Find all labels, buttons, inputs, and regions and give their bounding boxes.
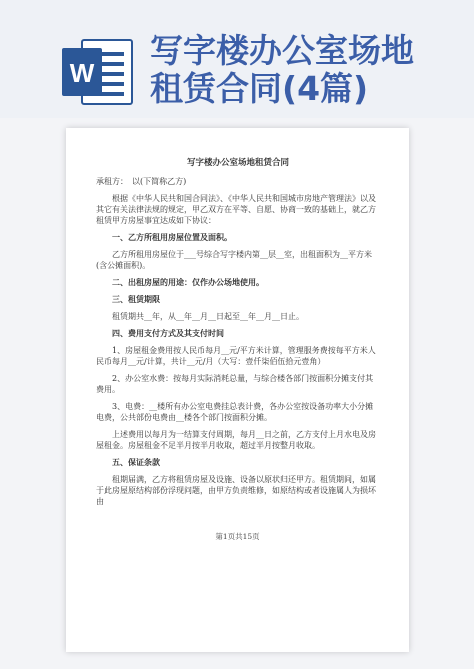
doc-heading: 一、乙方所租用房屋位置及面积。: [112, 232, 232, 242]
document-body: [96, 158, 380, 513]
doc-line: 上述费用以每月为一结算支付周期，每月__日之前，乙方支付上月水电及房屋租金。房屋租金不足半月按半月收取，超过半月按整月收取。: [96, 430, 376, 450]
doc-heading: 五、保证条款: [112, 457, 160, 467]
page-title-line-1: 写字楼办公室场地: [150, 31, 414, 70]
doc-line: 根据《中华人民共和国合同法》、《中华人民共和国城市房地产管理法》以及其它有关法律法规的规定，甲乙双方在平等、自愿、协商一致的基础上，就乙方租赁甲方房屋事宜达成如下协议：: [96, 194, 376, 225]
doc-line: 2、办公室水费：按每月实际消耗总量，与综合楼各部门按面积分摊支付其费用。: [96, 374, 374, 394]
page-number-footer: 第1页共15页: [215, 532, 260, 541]
doc-heading: 三、租赁期限: [112, 294, 160, 304]
doc-line: 租期届满，乙方将租赁房屋及设施、设备以原状归还甲方。租赁期间，如属于此房屋原结构部份浮现问题，由甲方负责维修，如原结构或者设施属人为损坏由: [96, 475, 376, 506]
doc-line: 承租方： 以(下简称乙方): [96, 177, 187, 186]
document-title: 写字楼办公室场地租赁合同: [186, 158, 289, 168]
doc-line: 1、房屋租金费用按人民币每月__元/平方米计算，管理服务费按每平方米人民币每月__元/计算，共计__元/月（大写：壹仟柒佰伍拾元壹角）: [96, 346, 376, 366]
header-banner: [0, 0, 474, 118]
doc-heading: 四、费用支付方式及其支付时间: [112, 328, 224, 338]
word-document-icon: [60, 38, 136, 106]
doc-line: 乙方所租用房屋位于___号综合写字楼内第__层__室，出租面积为__平方米(含公摊面积)。: [96, 250, 372, 270]
doc-line: 租赁期共__年，从__年__月__日起至__年__月__日止。: [112, 312, 304, 321]
page-title-line-2: 租赁合同(4篇): [150, 69, 369, 108]
doc-line: 3、电费：__楼所有办公室电费挂总表计费，各办公室按设备功率大小分摊电费，公共部份电费由__楼各个部门按面积分摊。: [96, 402, 374, 422]
svg-text:W: W: [69, 58, 95, 88]
doc-heading: 二、出租房屋的用途：仅作办公场地使用。: [112, 277, 264, 287]
